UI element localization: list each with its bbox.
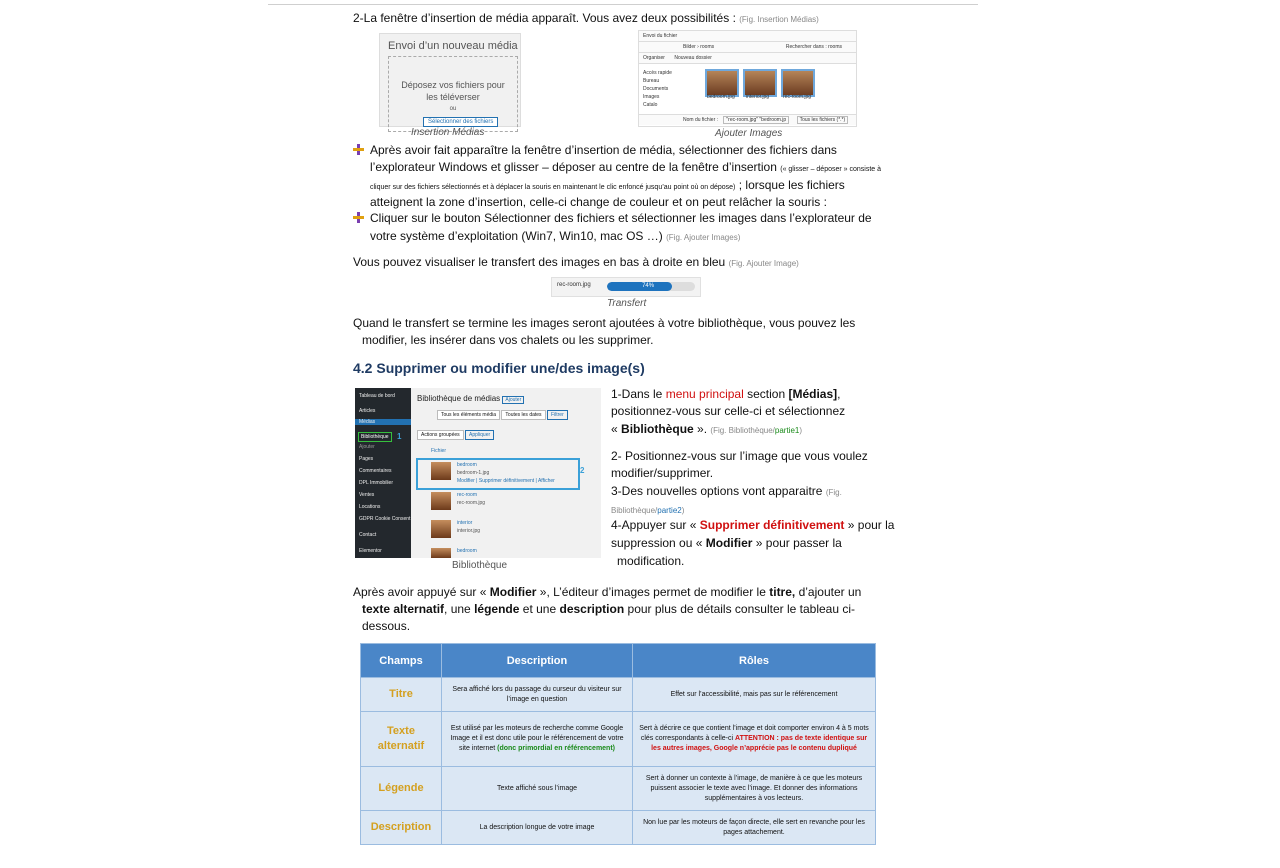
step1-b: section bbox=[747, 387, 786, 401]
media-name[interactable]: rec-room bbox=[457, 492, 478, 498]
menu-library[interactable]: Bibliothèque bbox=[358, 432, 392, 442]
menu-add[interactable]: Ajouter bbox=[359, 444, 375, 450]
explorer-titlebar bbox=[639, 31, 856, 42]
field-role-text: Sert à décrire ce que contient l’image et doit comporter environ 4 à 5 mots clés correspondants à celle-ci bbox=[639, 725, 869, 742]
apply-button[interactable]: Appliquer bbox=[465, 430, 494, 440]
menu-dashboard[interactable]: Tableau de bord bbox=[359, 393, 395, 399]
table-row bbox=[361, 678, 876, 712]
upload-figure bbox=[379, 33, 521, 127]
transfer-text: Vous pouvez visualiser le transfert des images en bas à droite en bleu bbox=[353, 255, 726, 269]
media-name[interactable]: bedroom bbox=[457, 462, 477, 468]
step4-line1 bbox=[611, 517, 894, 534]
bullet1-line1: Après avoir fait apparaître la fenêtre d’insertion de média, sélectionner des fichiers dans bbox=[370, 143, 837, 157]
transfer-line bbox=[353, 254, 799, 272]
editor-f: texte alternatif bbox=[362, 602, 445, 616]
step1-bold: [Médias] bbox=[788, 387, 838, 401]
explorer-figure bbox=[638, 30, 857, 127]
section-title: 4.2 Supprimer ou modifier une/des image(s) bbox=[353, 360, 645, 376]
step4-modify: Modifier bbox=[705, 536, 753, 550]
step4-red: Supprimer définitivement bbox=[699, 518, 845, 532]
field-description: Texte affiché sous l’image bbox=[442, 767, 633, 811]
explorer-caption: Ajouter Images bbox=[715, 128, 783, 139]
step3-line1 bbox=[611, 483, 842, 501]
step1-ref-green: partie1 bbox=[774, 426, 800, 435]
explorer-search[interactable]: Rechercher dans : rooms bbox=[785, 44, 842, 50]
filter-button[interactable]: Filtrer bbox=[547, 410, 568, 420]
sidebar-desktop[interactable]: Bureau bbox=[643, 78, 660, 84]
step1-line3 bbox=[611, 421, 802, 439]
bullet2-line2-ref: (Fig. Ajouter Images) bbox=[666, 233, 741, 242]
editor-k: pour plus de détails consulter le tableau ci- bbox=[627, 602, 855, 616]
editor-line1 bbox=[353, 584, 861, 601]
admin-sidebar bbox=[355, 388, 411, 558]
filename-input[interactable]: "rec-room.jpg" "bedroom.jp bbox=[723, 116, 789, 124]
menu-medias[interactable]: Médias bbox=[355, 419, 411, 425]
step3-ref2: Bibliothèque/ bbox=[611, 506, 658, 515]
editor-h: légende bbox=[474, 602, 520, 616]
after-transfer-line1: Quand le transfert se termine les images seront ajoutées à votre bibliothèque, vous pouvez les bbox=[353, 316, 856, 330]
field-description: Sera affiché lors du passage du curseur du visiteur sur l’image en question bbox=[442, 678, 633, 712]
header-description: Description bbox=[442, 644, 633, 678]
sidebar-documents[interactable]: Documents bbox=[643, 86, 669, 92]
media-thumbnail bbox=[431, 492, 451, 510]
editor-b: Modifier bbox=[489, 585, 537, 599]
step1-ref-end: ) bbox=[799, 426, 803, 435]
step1-library: Bibliothèque bbox=[621, 422, 694, 436]
bullet2-line1: Cliquer sur le bouton Sélectionner des fichiers et sélectionner les images dans l’explorateur de bbox=[370, 211, 872, 225]
bullet1-line2 bbox=[370, 159, 881, 178]
field-description-green: (donc primordial en référencement) bbox=[497, 745, 615, 752]
field-description: La description longue de votre image bbox=[442, 811, 633, 845]
field-name: Légende bbox=[361, 767, 442, 811]
library-title: Bibliothèque de médias bbox=[417, 394, 501, 403]
intro-ref: (Fig. Insertion Médias) bbox=[739, 15, 819, 24]
media-file: interior.jpg bbox=[457, 528, 481, 534]
editor-line2 bbox=[362, 601, 855, 618]
progress-caption: Transfert bbox=[607, 298, 647, 309]
media-row[interactable] bbox=[419, 490, 595, 514]
media-file: bedroom-1.jpg bbox=[457, 470, 490, 476]
bullet1-line3-text: ; lorsque les fichiers bbox=[738, 178, 845, 192]
editor-a: Après avoir appuyé sur « bbox=[353, 585, 487, 599]
media-row[interactable] bbox=[419, 518, 595, 542]
editor-j: description bbox=[559, 602, 625, 616]
field-name: Titre bbox=[361, 678, 442, 712]
file-label-rec-room: rec-room.jpg bbox=[783, 94, 812, 100]
row-actions[interactable]: Modifier | Supprimer définitivement | Afficher bbox=[457, 478, 555, 484]
progress-percent: 74% bbox=[642, 283, 655, 289]
field-name: Texte alternatif bbox=[361, 712, 442, 767]
sidebar-images[interactable]: Images bbox=[643, 94, 660, 100]
menu-sales[interactable]: Ventes bbox=[359, 492, 375, 498]
step4-line2b: » pour passer la bbox=[755, 536, 842, 550]
media-row[interactable] bbox=[419, 546, 595, 558]
progress-filename: rec-room.jpg bbox=[557, 282, 591, 288]
step4-line2 bbox=[611, 535, 842, 552]
bullet1-line2-small: (« glisser – déposer » consiste à bbox=[780, 166, 882, 173]
media-file: rec-room.jpg bbox=[457, 500, 486, 506]
drop-text-line-1: Déposez vos fichiers pour bbox=[401, 80, 505, 90]
organise-button[interactable]: Organiser bbox=[643, 55, 665, 61]
upload-caption: Insertion Médias bbox=[411, 127, 485, 138]
file-label-bedroom: bedroom.jpg bbox=[707, 94, 735, 100]
menu-contact[interactable]: Contact bbox=[359, 532, 377, 538]
step1-a: 1-Dans le bbox=[611, 387, 663, 401]
step3-text: 3-Des nouvelles options vont apparaitre bbox=[611, 484, 823, 498]
transfer-ref: (Fig. Ajouter Image) bbox=[728, 259, 799, 268]
field-role-red: ATTENTION : pas de texte identique sur les autres images, Google n’apprécie pas le contenu dupliqué bbox=[651, 735, 868, 752]
media-name[interactable]: bedroom bbox=[457, 548, 477, 554]
bullet-arrow-icon bbox=[353, 144, 364, 155]
menu-articles[interactable]: Articles bbox=[359, 408, 376, 414]
upload-title: Envoi d’un nouveau média bbox=[388, 40, 518, 52]
library-filters bbox=[417, 412, 568, 418]
field-role: Sert à donner un contexte à l’image, de manière à ce que les moteurs puissent associer le texte avec l’image. Et donner des informations supplémentaires à vos lecteurs. bbox=[633, 767, 876, 811]
step3-ref1: (Fig. bbox=[825, 488, 842, 497]
menu-elementor[interactable]: Elementor bbox=[359, 548, 382, 554]
step1-red: menu principal bbox=[665, 387, 744, 401]
drop-text bbox=[389, 79, 517, 115]
explorer-filename-bar bbox=[639, 114, 856, 125]
progress-fill bbox=[607, 282, 672, 291]
drop-zone[interactable] bbox=[388, 56, 518, 132]
explorer-path: Bilder › rooms bbox=[683, 44, 715, 50]
table-header-row bbox=[361, 644, 876, 678]
fields-table bbox=[360, 643, 876, 845]
file-label-interior: interior.jpg bbox=[746, 94, 770, 100]
step2-line1: 2- Positionnez-vous sur l’image que vous voulez bbox=[611, 449, 868, 463]
table-row bbox=[361, 712, 876, 767]
field-role bbox=[633, 712, 876, 767]
column-file[interactable]: Fichier bbox=[431, 448, 447, 454]
field-description bbox=[442, 712, 633, 767]
editor-i: et une bbox=[522, 602, 557, 616]
library-header bbox=[417, 394, 524, 403]
step1-quote-close: ». bbox=[697, 422, 708, 436]
bullet2-line2 bbox=[370, 228, 740, 246]
step4-line2a: suppression ou « bbox=[611, 536, 703, 550]
bullet1-line4: atteignent la zone d’insertion, celle-ci change de couleur et on peut relâcher la souris : bbox=[370, 195, 827, 209]
file-thumb-bedroom[interactable] bbox=[705, 69, 739, 97]
explorer-toolbar bbox=[639, 53, 856, 64]
editor-e: d’ajouter un bbox=[798, 585, 862, 599]
editor-c: », L’éditeur d’images permet de modifier le bbox=[539, 585, 766, 599]
intro-text: 2-La fenêtre d’insertion de média apparaît. Vous avez deux possibilités : bbox=[353, 11, 736, 25]
field-role: Effet sur l’accessibilité, mais pas sur le référencement bbox=[633, 678, 876, 712]
drop-or: ou bbox=[449, 106, 457, 112]
progress-bar bbox=[607, 282, 695, 291]
filter-type-select[interactable]: Tous les éléments média bbox=[437, 410, 500, 420]
bulk-select[interactable]: Actions groupées bbox=[417, 430, 464, 440]
field-name: Description bbox=[361, 811, 442, 845]
explorer-title: Envoi du fichier bbox=[643, 33, 678, 39]
file-thumb-rec-room[interactable] bbox=[781, 69, 815, 97]
filename-label: Nom du fichier : bbox=[683, 117, 719, 123]
add-media-button[interactable]: Ajouter bbox=[502, 396, 524, 404]
step2-line2: modifier/supprimer. bbox=[611, 466, 714, 480]
step3-ref-end: ) bbox=[681, 506, 685, 515]
menu-gdpr[interactable]: GDPR Cookie Consent bbox=[359, 516, 411, 522]
media-thumbnail bbox=[431, 548, 451, 558]
marker-1: 1 bbox=[397, 432, 402, 441]
step4-a: 4-Appuyer sur « bbox=[611, 518, 697, 532]
file-thumb-interior[interactable] bbox=[743, 69, 777, 97]
editor-d: titre, bbox=[769, 585, 796, 599]
new-folder-button[interactable]: Nouveau dossier bbox=[674, 55, 712, 61]
after-transfer-line2: modifier, les insérer dans vos chalets ou les supprimer. bbox=[362, 333, 654, 347]
header-fields: Champs bbox=[361, 644, 442, 678]
menu-comments[interactable]: Commentaires bbox=[359, 468, 392, 474]
highlight-box bbox=[416, 458, 580, 490]
step1-line2: positionnez-vous sur celle-ci et sélectionnez bbox=[611, 404, 846, 418]
bulk-actions bbox=[417, 432, 494, 438]
menu-dpl[interactable]: DPL Immobilier bbox=[359, 480, 393, 486]
media-thumbnail bbox=[431, 520, 451, 538]
editor-g: , une bbox=[444, 602, 471, 616]
drop-text-line-2: les téléverser bbox=[426, 92, 480, 102]
step1-line1: 1-Dans le menu principal section [Médias], bbox=[611, 387, 841, 401]
menu-rentals[interactable]: Locations bbox=[359, 504, 381, 510]
filetype-select[interactable]: Tous les fichiers (*.*) bbox=[797, 116, 849, 124]
step1-ref: (Fig. Bibliothèque/ bbox=[710, 426, 775, 435]
editor-line3: dessous. bbox=[362, 619, 411, 633]
step3-ref-blue: partie2 bbox=[657, 506, 682, 515]
bullet2-line2-text: votre système d’exploitation (Win7, Win10, mac OS …) bbox=[370, 229, 663, 243]
explorer-sidebar bbox=[643, 69, 672, 109]
step1-quote-open: « bbox=[611, 422, 618, 436]
table-row bbox=[361, 811, 876, 845]
step4-line3: modification. bbox=[617, 554, 685, 568]
bullet1-line3-small: cliquer sur des fichiers sélectionnés et à déplacer la souris en maintenant le clic enfoncé jusqu’au point où on dépose) bbox=[370, 184, 736, 191]
select-files-button[interactable]: Sélectionner des fichiers bbox=[423, 117, 498, 127]
upload-progress-figure bbox=[551, 277, 701, 297]
page-top-rule bbox=[268, 4, 978, 5]
sidebar-quick-access[interactable]: Accès rapide bbox=[643, 70, 672, 76]
marker-2: 2 bbox=[580, 466, 585, 475]
step4-b: » pour la bbox=[847, 518, 895, 532]
bullet1-line2-text: l’explorateur Windows et glisser – déposer au centre de la fenêtre d’insertion bbox=[370, 160, 777, 174]
explorer-pathbar bbox=[639, 42, 856, 53]
media-name[interactable]: interior bbox=[457, 520, 473, 526]
filter-date-select[interactable]: Toutes les dates bbox=[501, 410, 545, 420]
bullet-arrow-icon bbox=[353, 212, 364, 223]
library-caption: Bibliothèque bbox=[452, 560, 508, 571]
header-roles: Rôles bbox=[633, 644, 876, 678]
table-row bbox=[361, 767, 876, 811]
intro-line bbox=[353, 10, 819, 28]
sidebar-catalog[interactable]: Catalo bbox=[643, 102, 658, 108]
field-role: Non lue par les moteurs de façon directe, elle sert en revanche pour les pages attachement. bbox=[633, 811, 876, 845]
field-description-text: Est utilisé par les moteurs de recherche comme Google Image et il est donc utile pour le référencement de votre site internet bbox=[450, 725, 624, 752]
menu-pages[interactable]: Pages bbox=[359, 456, 374, 462]
